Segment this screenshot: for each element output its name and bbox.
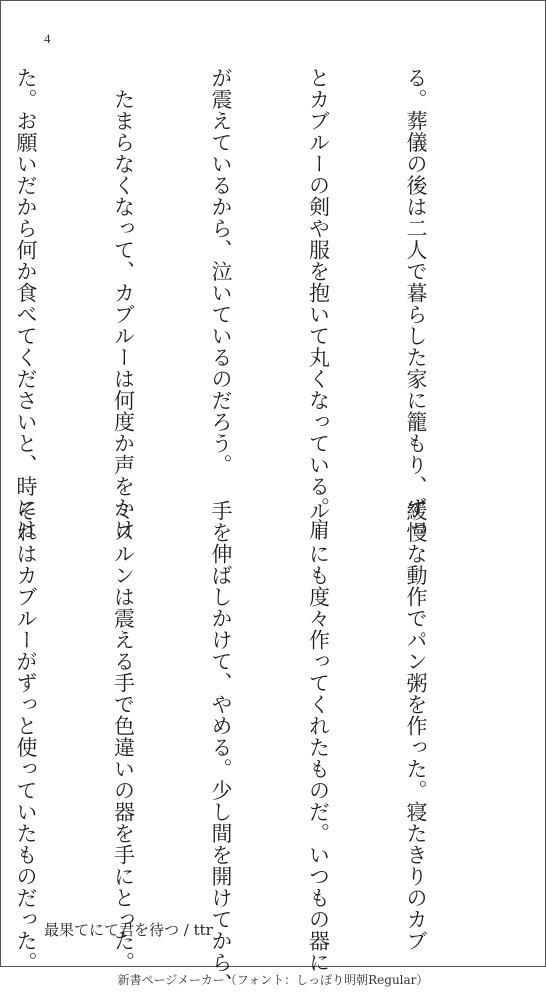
- text-line: とカブルーの剣や服を抱いて丸くなっている。肩: [306, 67, 331, 540]
- generator-caption: 新書ページメーカー（フォント：しっぽり明朝Regular）: [117, 973, 429, 987]
- page-number: 4: [44, 31, 51, 46]
- text-line: 手を伸ばしかけて、やめる。少し間を開けてから、: [209, 500, 233, 995]
- text-line: ミスルンは震える手で色違いの器を手にとった。: [111, 500, 136, 973]
- text-line: た。お願いだから何か食べてくださいと、時には: [14, 67, 38, 540]
- text-line: たまらなくなって、カブルーは何度か声をかけ: [111, 67, 136, 540]
- text-line: が震えているから、泣いているのだろう。: [209, 67, 233, 476]
- book-title-footer: 最果てにて君を待つ / ttr: [44, 921, 213, 939]
- text-line: それはカブルーがずっと使っていたものだった。: [14, 500, 38, 973]
- text-line: る。葬儀の後は二人で暮らした家に籠もり、ずっ: [404, 67, 428, 540]
- text-block-top: [0, 67, 497, 540]
- text-line: 緩慢な動作でパン粥を作った。寝たきりのカブ: [404, 500, 428, 952]
- text-line: ルーにも度々作ってくれたものだ。いつもの器に: [306, 500, 331, 973]
